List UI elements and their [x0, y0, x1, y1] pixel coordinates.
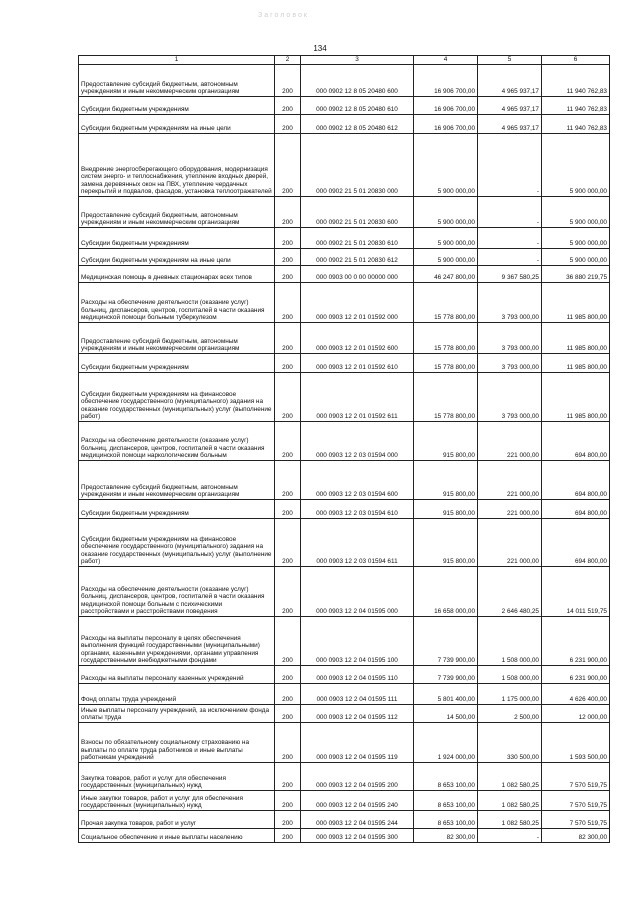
table-cell-c5: - [478, 228, 542, 249]
table-cell-c5: 4 965 937,17 [478, 115, 542, 134]
table-cell-code: 200 [275, 115, 301, 134]
table-cell-code: 200 [275, 829, 301, 843]
table-cell-c5: 3 793 000,00 [478, 283, 542, 323]
table-cell-code: 200 [275, 197, 301, 228]
table-cell-c4: 8 653 100,00 [414, 763, 478, 791]
table-cell-kbk: 000 0903 12 2 03 01594 610 [301, 500, 414, 519]
table-cell-c6: 11 985 800,00 [542, 354, 610, 373]
table-cell-c6: 5 900 000,00 [542, 134, 610, 197]
table-cell-kbk: 000 0902 21 5 01 20830 000 [301, 134, 414, 197]
table-cell-c4: 16 906 700,00 [414, 97, 478, 115]
column-header: 3 [301, 56, 414, 65]
table-row [79, 500, 610, 519]
table-cell-code: 200 [275, 354, 301, 373]
table-cell-kbk: 000 0903 12 2 04 01595 200 [301, 763, 414, 791]
table-row [79, 249, 610, 266]
table-cell-c5: 3 793 000,00 [478, 354, 542, 373]
table-cell-name: Предоставление субсидий бюджетным, автономным учреждениям и иным некоммерческим организациям [79, 323, 275, 354]
column-header: 1 [79, 56, 275, 65]
table-cell-c6: 694 800,00 [542, 422, 610, 461]
table-cell-code: 200 [275, 283, 301, 323]
table-cell-name: Прочая закупка товаров, работ и услуг [79, 811, 275, 829]
table-cell-c6: 5 900 000,00 [542, 197, 610, 228]
table-row [79, 811, 610, 829]
table-cell-name: Медицинская помощь в дневных стационарах всех типов [79, 266, 275, 283]
table-cell-code: 200 [275, 567, 301, 617]
table-row [79, 763, 610, 791]
table-cell-c4: 915 800,00 [414, 422, 478, 461]
table-cell-name: Предоставление субсидий бюджетным, автономным учреждениям и иным некоммерческим организациям [79, 461, 275, 500]
table-cell-name: Субсидии бюджетным учреждениям на иные цели [79, 249, 275, 266]
table-cell-kbk: 000 0902 12 8 05 20480 610 [301, 97, 414, 115]
table-cell-code: 200 [275, 666, 301, 684]
table-cell-c4: 5 900 000,00 [414, 228, 478, 249]
table-cell-c6: 6 231 900,00 [542, 666, 610, 684]
table-cell-kbk: 000 0903 12 2 03 01594 600 [301, 461, 414, 500]
table-cell-c5: 9 367 580,25 [478, 266, 542, 283]
table-cell-c6: 7 570 519,75 [542, 791, 610, 811]
table-cell-code: 200 [275, 519, 301, 567]
table-cell-c5: 221 000,00 [478, 461, 542, 500]
page-number: 134 [313, 44, 327, 53]
table-cell-code: 200 [275, 373, 301, 422]
table-cell-name: Расходы на обеспечение деятельности (оказание услуг) больниц, диспансеров, центров, госпиталей в части оказания медицинской помощи больным туберкулезом [79, 283, 275, 323]
table-cell-c5: 221 000,00 [478, 519, 542, 567]
table-cell-c6: 5 900 000,00 [542, 249, 610, 266]
table-cell-c5: 1 508 000,00 [478, 617, 542, 666]
table-cell-kbk: 000 0903 12 2 01 01592 000 [301, 283, 414, 323]
table-cell-c5: 1 508 000,00 [478, 666, 542, 684]
table-cell-c6: 7 570 519,75 [542, 763, 610, 791]
table-cell-c6: 694 800,00 [542, 519, 610, 567]
table-cell-c6: 11 940 762,83 [542, 65, 610, 97]
table-cell-kbk: 000 0903 12 2 04 01595 300 [301, 829, 414, 843]
table-cell-c5: 221 000,00 [478, 500, 542, 519]
table-cell-name: Предоставление субсидий бюджетным, автономным учреждениям и иным некоммерческим организациям [79, 65, 275, 97]
table-cell-kbk: 000 0903 12 2 04 01595 112 [301, 705, 414, 723]
table-cell-c5: 1 082 580,25 [478, 791, 542, 811]
table-row [79, 791, 610, 811]
table-cell-c4: 915 800,00 [414, 519, 478, 567]
column-header: 4 [414, 56, 478, 65]
table-row [79, 705, 610, 723]
table-cell-name: Субсидии бюджетным учреждениям на финансовое обеспечение государственного (муниципального) задания на оказание государственных (муниципальных) услуг (выполнение работ) [79, 519, 275, 567]
table-cell-kbk: 000 0903 12 2 04 01595 110 [301, 666, 414, 684]
table-cell-code: 200 [275, 422, 301, 461]
table-cell-name: Субсидии бюджетным учреждениям на иные цели [79, 115, 275, 134]
table-cell-name: Субсидии бюджетным учреждениям [79, 354, 275, 373]
table-cell-c6: 36 880 219,75 [542, 266, 610, 283]
table-cell-code: 200 [275, 811, 301, 829]
table-cell-c4: 915 800,00 [414, 461, 478, 500]
table-row [79, 666, 610, 684]
table-cell-code: 200 [275, 134, 301, 197]
table-row [79, 323, 610, 354]
table-row [79, 283, 610, 323]
table-cell-name: Предоставление субсидий бюджетным, автономным учреждениям и иным некоммерческим организациям [79, 197, 275, 228]
table-cell-kbk: 000 0902 12 8 05 20480 612 [301, 115, 414, 134]
table-row [79, 422, 610, 461]
table-cell-kbk: 000 0903 12 2 03 01594 611 [301, 519, 414, 567]
table-row [79, 97, 610, 115]
table-cell-kbk: 000 0902 21 5 01 20830 600 [301, 197, 414, 228]
table-cell-name: Иные выплаты персоналу учреждений, за исключением фонда оплаты труда [79, 705, 275, 723]
table-cell-c6: 11 940 762,83 [542, 115, 610, 134]
table-row [79, 266, 610, 283]
table-cell-c4: 16 658 000,00 [414, 567, 478, 617]
table-cell-code: 200 [275, 705, 301, 723]
table-cell-c6: 11 940 762,83 [542, 97, 610, 115]
table-cell-name: Субсидии бюджетным учреждениям [79, 228, 275, 249]
table-cell-name: Расходы на обеспечение деятельности (оказание услуг) больниц, диспансеров, центров, госпиталей в части оказания медицинской помощи больным с психическими расстройствами и расстройствами поведения [79, 567, 275, 617]
table-row [79, 197, 610, 228]
table-cell-code: 200 [275, 763, 301, 791]
table-cell-c6: 7 570 519,75 [542, 811, 610, 829]
table-cell-c4: 15 778 800,00 [414, 283, 478, 323]
table-cell-c4: 16 906 700,00 [414, 65, 478, 97]
table-cell-c4: 14 500,00 [414, 705, 478, 723]
table-cell-c5: 2 500,00 [478, 705, 542, 723]
table-cell-code: 200 [275, 323, 301, 354]
column-header: 5 [478, 56, 542, 65]
table-cell-code: 200 [275, 249, 301, 266]
table-cell-kbk: 000 0903 12 2 01 01592 600 [301, 323, 414, 354]
table-cell-c4: 7 739 900,00 [414, 666, 478, 684]
table-cell-code: 200 [275, 461, 301, 500]
table-cell-c5: 3 793 000,00 [478, 323, 542, 354]
table-cell-name: Субсидии бюджетным учреждениям [79, 97, 275, 115]
table-cell-kbk: 000 0903 12 2 04 01595 119 [301, 723, 414, 763]
table-cell-code: 200 [275, 65, 301, 97]
table-cell-code: 200 [275, 684, 301, 705]
table-cell-kbk: 000 0903 12 2 01 01592 611 [301, 373, 414, 422]
table-cell-c4: 16 906 700,00 [414, 115, 478, 134]
table-row [79, 373, 610, 422]
table-cell-c4: 82 300,00 [414, 829, 478, 843]
table-cell-c6: 6 231 900,00 [542, 617, 610, 666]
table-cell-c4: 5 900 000,00 [414, 249, 478, 266]
table-cell-c4: 5 900 000,00 [414, 197, 478, 228]
table-cell-name: Социальное обеспечение и иные выплаты населению [79, 829, 275, 843]
table-cell-c5: 1 082 580,25 [478, 763, 542, 791]
table-row [79, 723, 610, 763]
table-cell-c5: 3 793 000,00 [478, 373, 542, 422]
table-cell-kbk: 000 0903 12 2 03 01594 000 [301, 422, 414, 461]
table-header-row [79, 56, 610, 65]
table-row [79, 115, 610, 134]
table-cell-kbk: 000 0902 12 8 05 20480 600 [301, 65, 414, 97]
table-row [79, 617, 610, 666]
column-header: 6 [542, 56, 610, 65]
table-cell-c4: 15 778 800,00 [414, 323, 478, 354]
table-row [79, 519, 610, 567]
table-cell-c6: 11 985 800,00 [542, 323, 610, 354]
table-cell-c4: 15 778 800,00 [414, 373, 478, 422]
table-cell-code: 200 [275, 723, 301, 763]
table-cell-c5: - [478, 197, 542, 228]
table-row [79, 65, 610, 97]
table-cell-c6: 1 593 500,00 [542, 723, 610, 763]
table-row [79, 228, 610, 249]
table-cell-c5: - [478, 134, 542, 197]
scan-smudge: Заголовок [258, 12, 309, 19]
table-cell-c5: 4 965 937,17 [478, 65, 542, 97]
table-cell-c5: 1 175 000,00 [478, 684, 542, 705]
table-cell-c6: 694 800,00 [542, 500, 610, 519]
table-cell-c6: 4 626 400,00 [542, 684, 610, 705]
table-cell-c4: 8 653 100,00 [414, 811, 478, 829]
table-cell-c5: 221 000,00 [478, 422, 542, 461]
table-cell-name: Внедрение энергосберегающего оборудования, модернизация систем энерго- и теплоснабжения, утепление входных дверей, замена деревянных окон на ПВХ, утепление чердачных перекрытий и подвалов, фасадов, установка теплоотражателей [79, 134, 275, 197]
table-cell-c5: 4 965 937,17 [478, 97, 542, 115]
table-cell-c4: 46 247 800,00 [414, 266, 478, 283]
table-cell-name: Расходы на обеспечение деятельности (оказание услуг) больниц, диспансеров, центров, госпиталей в части оказания медицинской помощи наркологическим больным [79, 422, 275, 461]
table-cell-c6: 5 900 000,00 [542, 228, 610, 249]
table-cell-c4: 8 653 100,00 [414, 791, 478, 811]
table-cell-code: 200 [275, 97, 301, 115]
table-row [79, 354, 610, 373]
table-cell-code: 200 [275, 791, 301, 811]
table-cell-kbk: 000 0902 21 5 01 20830 610 [301, 228, 414, 249]
table-cell-c5: - [478, 829, 542, 843]
table-row [79, 134, 610, 197]
table-cell-c5: 2 646 480,25 [478, 567, 542, 617]
table-cell-name: Субсидии бюджетным учреждениям на финансовое обеспечение государственного (муниципального) задания на оказание государственных (муниципальных) услуг (выполнение работ) [79, 373, 275, 422]
table-cell-kbk: 000 0903 12 2 04 01595 240 [301, 791, 414, 811]
table-cell-c4: 915 800,00 [414, 500, 478, 519]
table-cell-name: Расходы на выплаты персоналу казенных учреждений [79, 666, 275, 684]
budget-table [78, 55, 610, 843]
table-row [79, 684, 610, 705]
table-cell-kbk: 000 0903 12 2 04 01595 100 [301, 617, 414, 666]
table-cell-c6: 694 800,00 [542, 461, 610, 500]
table-row [79, 567, 610, 617]
table-cell-c4: 5 900 000,00 [414, 134, 478, 197]
table-cell-c5: 1 082 580,25 [478, 811, 542, 829]
table-row [79, 461, 610, 500]
table-cell-kbk: 000 0903 12 2 04 01595 000 [301, 567, 414, 617]
table-cell-name: Фонд оплаты труда учреждений [79, 684, 275, 705]
table-cell-code: 200 [275, 266, 301, 283]
table-cell-c5: 330 500,00 [478, 723, 542, 763]
table-cell-name: Субсидии бюджетным учреждениям [79, 500, 275, 519]
table-cell-code: 200 [275, 617, 301, 666]
table-cell-c6: 11 985 800,00 [542, 373, 610, 422]
column-header: 2 [275, 56, 301, 65]
table-cell-name: Закупка товаров, работ и услуг для обеспечения государственных (муниципальных) нужд [79, 763, 275, 791]
table-cell-kbk: 000 0903 00 0 00 00000 000 [301, 266, 414, 283]
table-cell-c4: 1 924 000,00 [414, 723, 478, 763]
table-cell-kbk: 000 0903 12 2 04 01595 244 [301, 811, 414, 829]
table-cell-c6: 12 000,00 [542, 705, 610, 723]
table-cell-c5: - [478, 249, 542, 266]
table-cell-name: Иные закупки товаров, работ и услуг для обеспечения государственных (муниципальных) нужд [79, 791, 275, 811]
table-cell-c4: 5 801 400,00 [414, 684, 478, 705]
table-cell-name: Взносы по обязательному социальному страхованию на выплаты по оплате труда работников и иные выплаты работникам учреждений [79, 723, 275, 763]
table-cell-kbk: 000 0903 12 2 04 01595 111 [301, 684, 414, 705]
table-row [79, 829, 610, 843]
table-cell-kbk: 000 0903 12 2 01 01592 610 [301, 354, 414, 373]
table-cell-c4: 15 778 800,00 [414, 354, 478, 373]
table-cell-code: 200 [275, 228, 301, 249]
table-cell-c6: 82 300,00 [542, 829, 610, 843]
table-cell-code: 200 [275, 500, 301, 519]
table-cell-c4: 7 739 900,00 [414, 617, 478, 666]
table-cell-kbk: 000 0902 21 5 01 20830 612 [301, 249, 414, 266]
table-cell-name: Расходы на выплаты персоналу в целях обеспечения выполнения функций государственными (муниципальными) органами, казенными учреждениями, органами управления государственными внебюджетными фондами [79, 617, 275, 666]
table-cell-c6: 11 985 800,00 [542, 283, 610, 323]
table-cell-c6: 14 011 519,75 [542, 567, 610, 617]
